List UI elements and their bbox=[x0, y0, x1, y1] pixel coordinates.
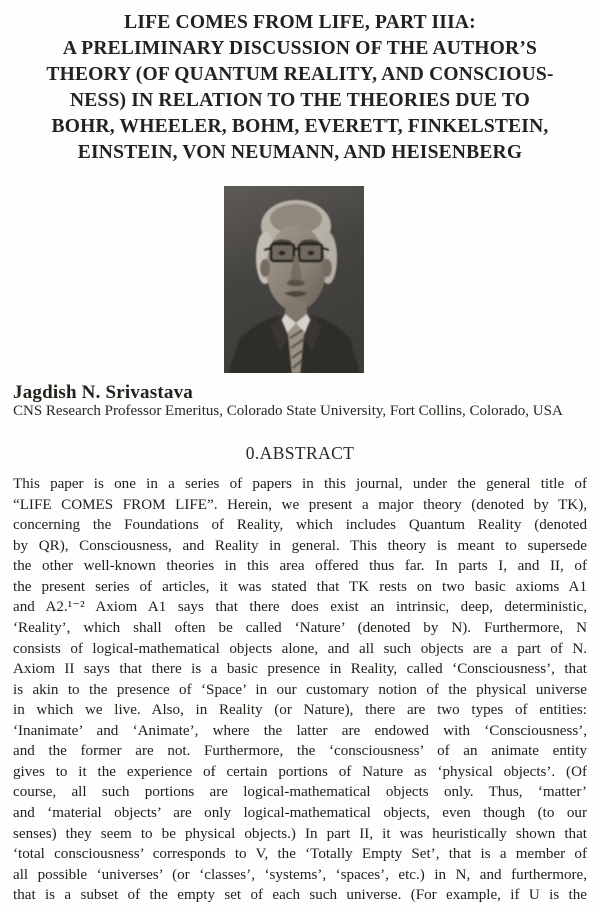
abstract-heading: 0.ABSTRACT bbox=[245, 443, 355, 463]
author-block bbox=[13, 382, 600, 419]
abstract-body bbox=[13, 474, 587, 906]
abstract-line: all possible ‘universes’ (or ‘classes’, ‘systems’, ‘spaces’, etc.) in N, and furthermore, bbox=[13, 866, 587, 883]
abstract-line: consists of logical-mathematical objects alone, and all such objects are a part of N. bbox=[13, 640, 587, 657]
abstract-line: course, all such portions are logical-mathematical objects only. Thus, ‘matter’ bbox=[13, 784, 587, 801]
title-line: A PRELIMINARY DISCUSSION OF THE AUTHOR’S bbox=[62, 38, 538, 59]
title-line: EINSTEIN, VON NEUMANN, AND HEISENBERG bbox=[77, 142, 523, 163]
abstract-line: that is a subset of the empty set of each such universe. (For example, if U is the bbox=[13, 887, 587, 904]
abstract-line: “LIFE COMES FROM LIFE”. Herein, we present a major theory (denoted by TK), bbox=[13, 496, 587, 513]
abstract-line: senses) they seem to be physical objects.) In part II, it was heuristically shown that bbox=[13, 825, 587, 842]
abstract-line: ‘Reality’, which shall often be called ‘Nature’ (denoted by N). Furthermore, N bbox=[13, 619, 587, 636]
author-portrait-photo bbox=[224, 186, 364, 373]
abstract-line: ‘total consciousness’ corresponds to V, the ‘Totally Empty Set’, that is a member of bbox=[13, 846, 587, 863]
abstract-line: This paper is one in a series of papers in this journal, under the general title of bbox=[13, 476, 587, 492]
abstract-line: gives to it the experience of certain portions of Nature as ‘physical objects’. (Of bbox=[13, 763, 587, 780]
abstract-line: the present series of articles, it was stated that TK rests on two basic axioms A1 bbox=[13, 578, 587, 595]
title-line: LIFE COMES FROM LIFE, PART IIIA: bbox=[124, 12, 476, 33]
abstract-line: and ‘material objects’ are only logical-mathematical objects, even though (to our bbox=[13, 805, 587, 821]
abstract-line: the other well-known theories in this area offered thus far. In parts I, and II, of bbox=[13, 558, 587, 575]
title-line: THEORY (OF QUANTUM REALITY, AND CONSCIOUS- bbox=[46, 64, 554, 85]
abstract-line: in which we live. Also, in Reality (or Nature), there are two types of entities: bbox=[13, 702, 587, 719]
abstract-line: concerning the Foundations of Reality, which includes Quantum Reality (denoted bbox=[13, 517, 587, 534]
portrait-illustration bbox=[224, 186, 364, 373]
abstract-line: and the former are not. Furthermore, the ‘consciousness’ of an animate entity bbox=[13, 743, 587, 760]
author-name: Jagdish N. Srivastava bbox=[13, 382, 193, 403]
abstract-line: is akin to the presence of ‘Space’ in our customary notion of the physical universe bbox=[13, 681, 587, 698]
title-line: BOHR, WHEELER, BOHM, EVERETT, FINKELSTEIN, bbox=[51, 116, 549, 137]
paper-title bbox=[0, 0, 600, 166]
abstract-line: Axiom II says that there is a basic presence in Reality, called ‘Consciousness’, that bbox=[13, 661, 587, 678]
abstract-line: and A2.¹⁻² Axiom A1 says that there does exist an intrinsic, deep, deterministic, bbox=[13, 599, 587, 616]
author-affiliation: CNS Research Professor Emeritus, Colorado State University, Fort Collins, Colorado, USA bbox=[13, 403, 563, 419]
abstract-line: by QR), Consciousness, and Reality in general. This theory is meant to supersede bbox=[13, 537, 587, 554]
abstract-line: ‘Inanimate’ and ‘Animate’, where the latter are endowed with ‘Consciousness’, bbox=[13, 722, 587, 739]
title-line: NESS) IN RELATION TO THE THEORIES DUE TO bbox=[69, 90, 531, 111]
